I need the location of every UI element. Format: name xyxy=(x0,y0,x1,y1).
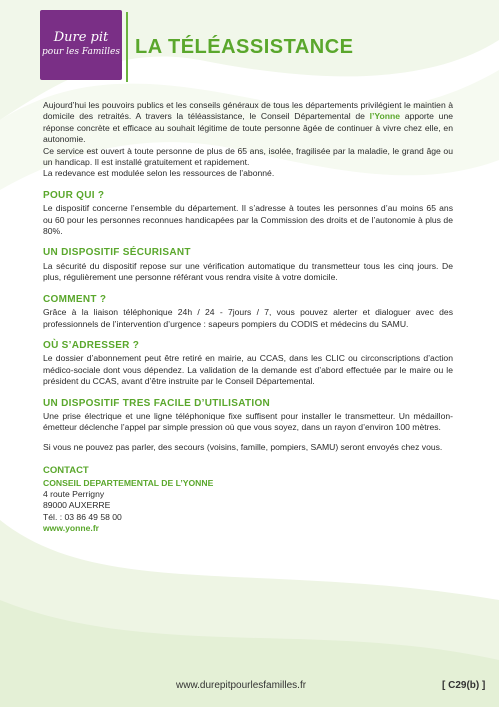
logo xyxy=(40,10,122,80)
spacer xyxy=(43,434,453,442)
section-heading-securisant: UN DISPOSITIF SÉCURISANT xyxy=(43,247,191,259)
section-text-facile: Une prise électrique et une ligne téléphonique fixe suffisent pour installer le transmetteur. Un médaillon-émetteur déclenche l’appel par simple pression où que vous soyez, dans un rayon d’environ 100 mètres. xyxy=(43,410,453,433)
section-text-comment: Grâce à la liaison téléphonique 24h / 24 - 7jours / 7, vous pouvez alerter et dialoguer avec des professionnels de l’intervention d’urgence : sapeurs pompiers du CODIS et médecins du SAMU. xyxy=(43,307,453,329)
intro-text: Aujourd’hui les pouvoirs publics et les conseils généraux de tous les départements privilégient le maintien à domicile des retraités. A travers la téléassistance, le Conseil Départemental de xyxy=(43,100,453,122)
contact-org: CONSEIL DEPARTEMENTAL DE L’YONNE xyxy=(43,477,214,488)
intro-paragraph-1 xyxy=(43,100,453,146)
intro-paragraph-3: La redevance est modulée selon les ressources de l’abonné. xyxy=(43,168,275,179)
intro-text-after: apporte une réponse concrète et efficace au souhait légitime de toute personne âgée de continuer à vivre chez elle, en autonomie. xyxy=(43,111,453,145)
contact-address-1: 4 route Perrigny xyxy=(43,488,105,499)
contact-phone: Tél. : 03 86 49 58 00 xyxy=(43,511,122,522)
intro-brand: l’Yonne xyxy=(369,111,401,122)
contact-heading: CONTACT xyxy=(43,465,89,477)
section-heading-comment: COMMENT ? xyxy=(43,293,107,305)
section-text-ou-sadresser: Le dossier d’abonnement peut être retiré en mairie, au CCAS, dans les CLIC ou circonscriptions d’action médico-sociale dont vous dépendez. La validation de la demande est d’abord effectuée par le maire ou le président du CCAS, avant d’être instruite par le Conseil Départemental. xyxy=(43,353,453,387)
footer-website-link[interactable]: www.durepitpourlesfamilles.fr xyxy=(176,680,307,691)
page-code: [ C29(b) ] xyxy=(442,680,486,691)
contact-website-link[interactable]: www.yonne.fr xyxy=(43,523,100,534)
logo-line2: pour les Familles xyxy=(42,47,120,57)
intro-paragraph-2: Ce service est ouvert à toute personne de plus de 65 ans, isolée, fragilisée par la maladie, le grand âge ou un handicap. Il est installé gratuitement et rapidement. xyxy=(43,145,453,168)
section-heading-facile: UN DISPOSITIF TRES FACILE D’UTILISATION xyxy=(43,397,271,409)
section-heading-ou-sadresser: OÙ S’ADRESSER ? xyxy=(43,339,140,351)
section-text-pour-qui: Le dispositif concerne l’ensemble du département. Il s’adresse à toutes les personnes d’au moins 65 ans ou 60 pour les personnes reconnues handicapées par la Commission des droits et de l’autonomie à plus de 80%. xyxy=(43,203,453,237)
section-heading-pour-qui: POUR QUI ? xyxy=(43,189,105,201)
section-text-securisant: La sécurité du dispositif repose sur une vérification automatique du transmetteur tous les cinq jours. De plus, régulièrement une personne référant vous rendra visite à votre domicile. xyxy=(43,260,453,283)
page-title: LA TÉLÉASSISTANCE xyxy=(135,36,354,58)
section-text-facile-2: Si vous ne pouvez pas parler, des secours (voisins, famille, pompiers, SAMU) seront envoyés chez vous. xyxy=(43,441,443,452)
contact-address-2: 89000 AUXERRE xyxy=(43,500,111,511)
logo-text xyxy=(42,31,120,59)
main-content xyxy=(43,100,453,535)
header-divider xyxy=(126,12,128,82)
logo-line1: Dure pit xyxy=(53,30,109,45)
